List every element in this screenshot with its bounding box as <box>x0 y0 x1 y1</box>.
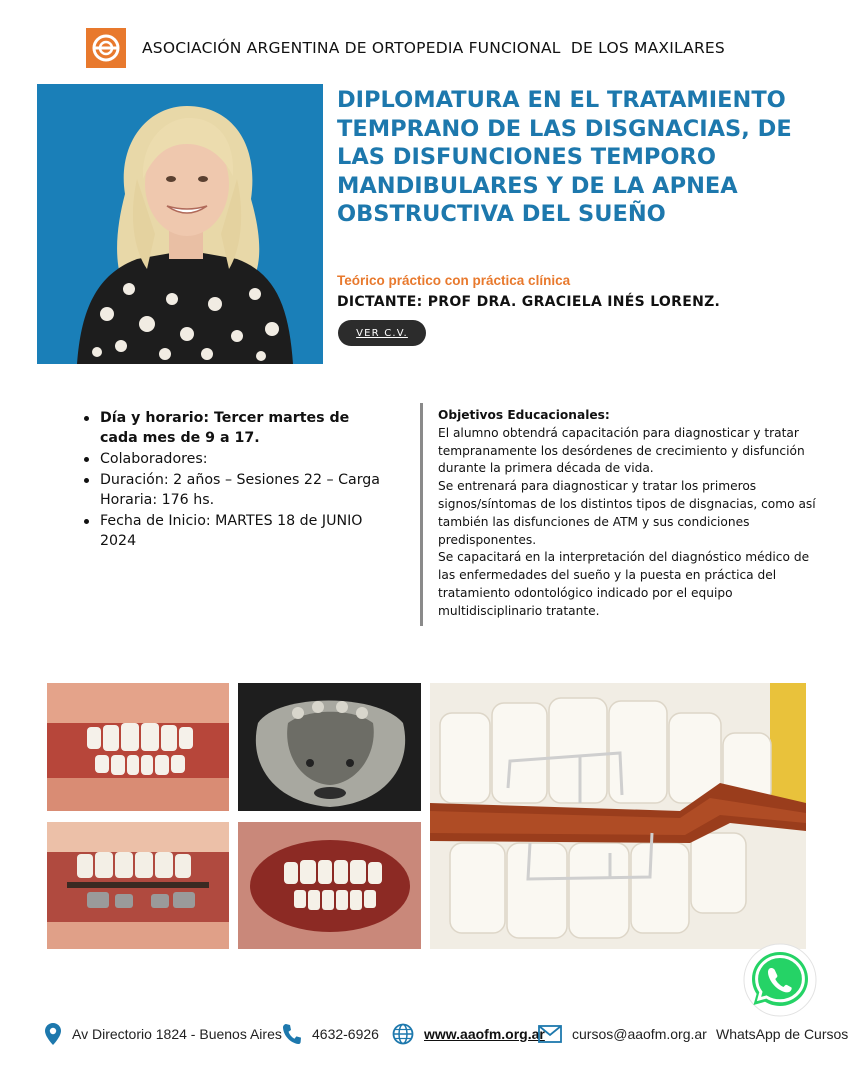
phone-icon <box>282 1023 302 1045</box>
globe-icon <box>392 1023 414 1045</box>
footer-email[interactable] <box>538 1018 707 1050</box>
mail-icon <box>538 1025 562 1043</box>
skull-ct-scan-image <box>238 683 421 811</box>
objectives-section <box>438 407 818 621</box>
collaborators-item: Colaboradores: <box>80 449 380 469</box>
objectives-heading: Objetivos Educacionales: <box>438 408 610 422</box>
footer-contact-bar <box>0 1018 864 1050</box>
course-title: DIPLOMATURA EN EL TRATAMIENTO TEMPRANO DE LAS DISGNACIAS, DE LAS DISFUNCIONES TEMPORO MANDIBULARES Y DE LA APNEA OBSTRUCTIVA DEL SUEÑO <box>337 87 792 228</box>
clinical-photo-appliance <box>47 822 229 949</box>
location-pin-icon <box>44 1022 62 1046</box>
clinical-photo-retractor <box>238 822 421 949</box>
email-text: cursos@aaofm.org.ar <box>572 1026 707 1042</box>
whatsapp-icon[interactable] <box>742 942 818 1018</box>
clinical-photo-teeth-front <box>47 683 229 811</box>
header <box>86 28 725 68</box>
aaofm-logo-icon <box>86 28 126 68</box>
lecturer-name: DICTANTE: PROF DRA. GRACIELA INÉS LORENZ. <box>337 294 721 310</box>
course-details-list <box>80 408 380 552</box>
organization-name: ASOCIACIÓN ARGENTINA DE ORTOPEDIA FUNCIONAL DE LOS MAXILARES <box>142 39 725 57</box>
duration-item: Duración: 2 años – Sesiones 22 – Carga Horaria: 176 hs. <box>80 470 380 510</box>
view-cv-button-label: VER C.V. <box>356 327 408 339</box>
footer-whatsapp[interactable] <box>716 1018 848 1050</box>
lecturer-photo <box>37 84 323 364</box>
footer-phone[interactable] <box>282 1018 379 1050</box>
dental-model-appliance-photo <box>430 683 806 949</box>
whatsapp-text: WhatsApp de Cursos <box>716 1026 849 1042</box>
footer-website[interactable] <box>392 1018 545 1050</box>
vertical-divider <box>420 403 423 626</box>
footer-address <box>44 1018 282 1050</box>
objectives-body: El alumno obtendrá capacitación para diagnosticar y tratar tempranamente los desórdenes de crecimiento y disfunción durante la primera década de vida. Se entrenará para diagnosticar y tratar los primeros signos/síntomas de los distintos tipos de disgnacias, como así también las disfunciones de ATM y sus condiciones predisponentes. Se capacitará en la interpretación del diagnóstico médico de las enfermedades del sueño y la puesta en práctica del tratamiento odontológico indicado por el equipo multidisciplinario tratante. <box>438 425 816 618</box>
website-link[interactable]: www.aaofm.org.ar <box>424 1026 545 1042</box>
phone-text: 4632-6926 <box>312 1026 379 1042</box>
view-cv-button[interactable] <box>338 320 426 346</box>
schedule-item: Día y horario: Tercer martes de cada mes de 9 a 17. <box>80 408 380 448</box>
course-subtitle: Teórico práctico con práctica clínica <box>337 273 571 288</box>
address-text: Av Directorio 1824 - Buenos Aires <box>72 1026 282 1042</box>
start-date-item: Fecha de Inicio: MARTES 18 de JUNIO 2024 <box>80 511 380 551</box>
